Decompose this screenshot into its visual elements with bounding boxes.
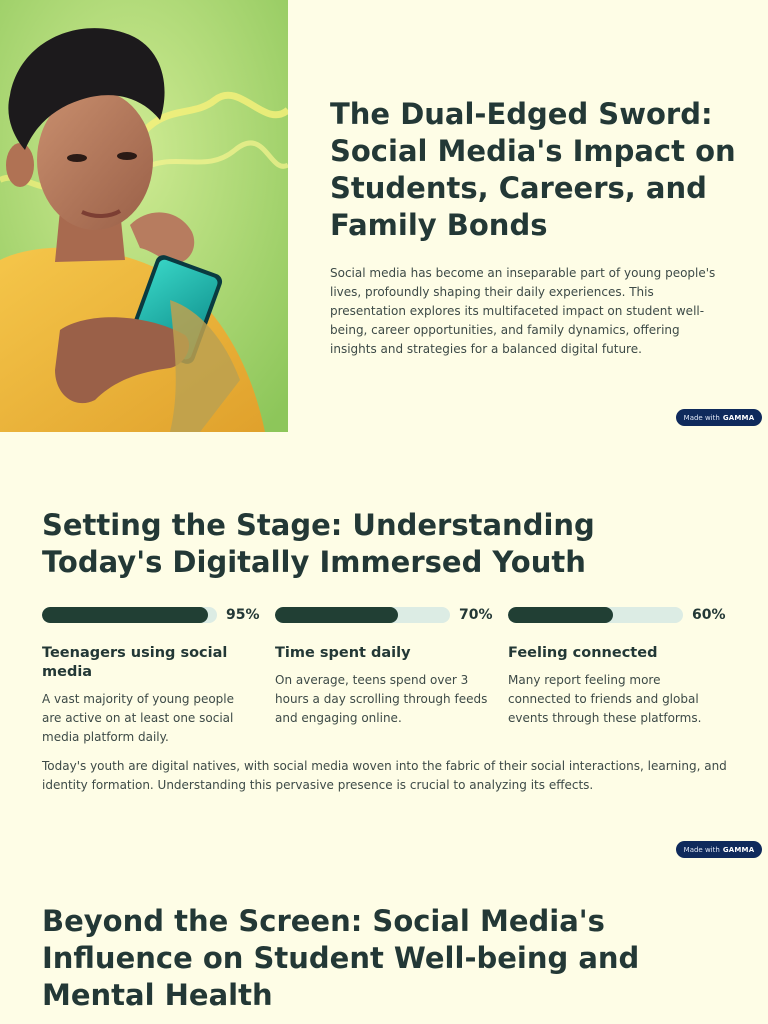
stat-description: Many report feeling more connected to friends and global events through these platforms. [508, 673, 702, 725]
slide1-title: The Dual-Edged Sword: Social Media's Impact on Students, Careers, and Family Bonds [330, 97, 736, 242]
hero-image-student-with-phone [0, 0, 288, 432]
slide2-title: Setting the Stage: Understanding Today's Digitally Immersed Youth [42, 508, 595, 579]
made-with-gamma-badge[interactable] [676, 841, 762, 858]
progress-bar [42, 607, 217, 623]
stat-description: A vast majority of young people are active on at least one social media platform daily. [42, 692, 234, 744]
badge-prefix: Made with [683, 845, 720, 854]
stat-card-feeling-connected [508, 605, 728, 728]
stat-percent: 60% [692, 607, 726, 623]
stat-label: Feeling connected [508, 645, 658, 661]
stat-description: On average, teens spend over 3 hours a day scrolling through feeds and engaging online. [275, 673, 488, 725]
stat-label: Teenagers using social media [42, 645, 228, 680]
stat-label: Time spent daily [275, 645, 411, 661]
stat-card-time-spent [275, 605, 495, 728]
progress-bar [508, 607, 683, 623]
stat-card-teen-usage [42, 605, 262, 747]
slide1-description: Social media has become an inseparable part of young people's lives, profoundly shaping their daily experiences. This presentation explores its multifaceted impact on student well-being, career opportunities, and family dynamics, offering insights and strategies for a balanced digital future. [330, 266, 716, 356]
slide2-summary: Today's youth are digital natives, with social media woven into the fabric of their social interactions, learning, and identity formation. Understanding this pervasive presence is crucial to analyzing its effects. [42, 759, 727, 792]
stat-percent: 70% [459, 607, 493, 623]
progress-bar-fill [508, 607, 613, 623]
made-with-gamma-badge[interactable] [676, 409, 762, 426]
progress-bar-fill [42, 607, 208, 623]
progress-bar-fill [275, 607, 398, 623]
student-phone-illustration [0, 0, 288, 432]
gamma-logo: GAMMA [722, 845, 755, 854]
slide3-title: Beyond the Screen: Social Media's Influence on Student Well-being and Mental Health [42, 904, 640, 1012]
gamma-logo: GAMMA [722, 413, 755, 422]
badge-prefix: Made with [683, 413, 720, 422]
stat-percent: 95% [226, 607, 260, 623]
progress-bar [275, 607, 450, 623]
